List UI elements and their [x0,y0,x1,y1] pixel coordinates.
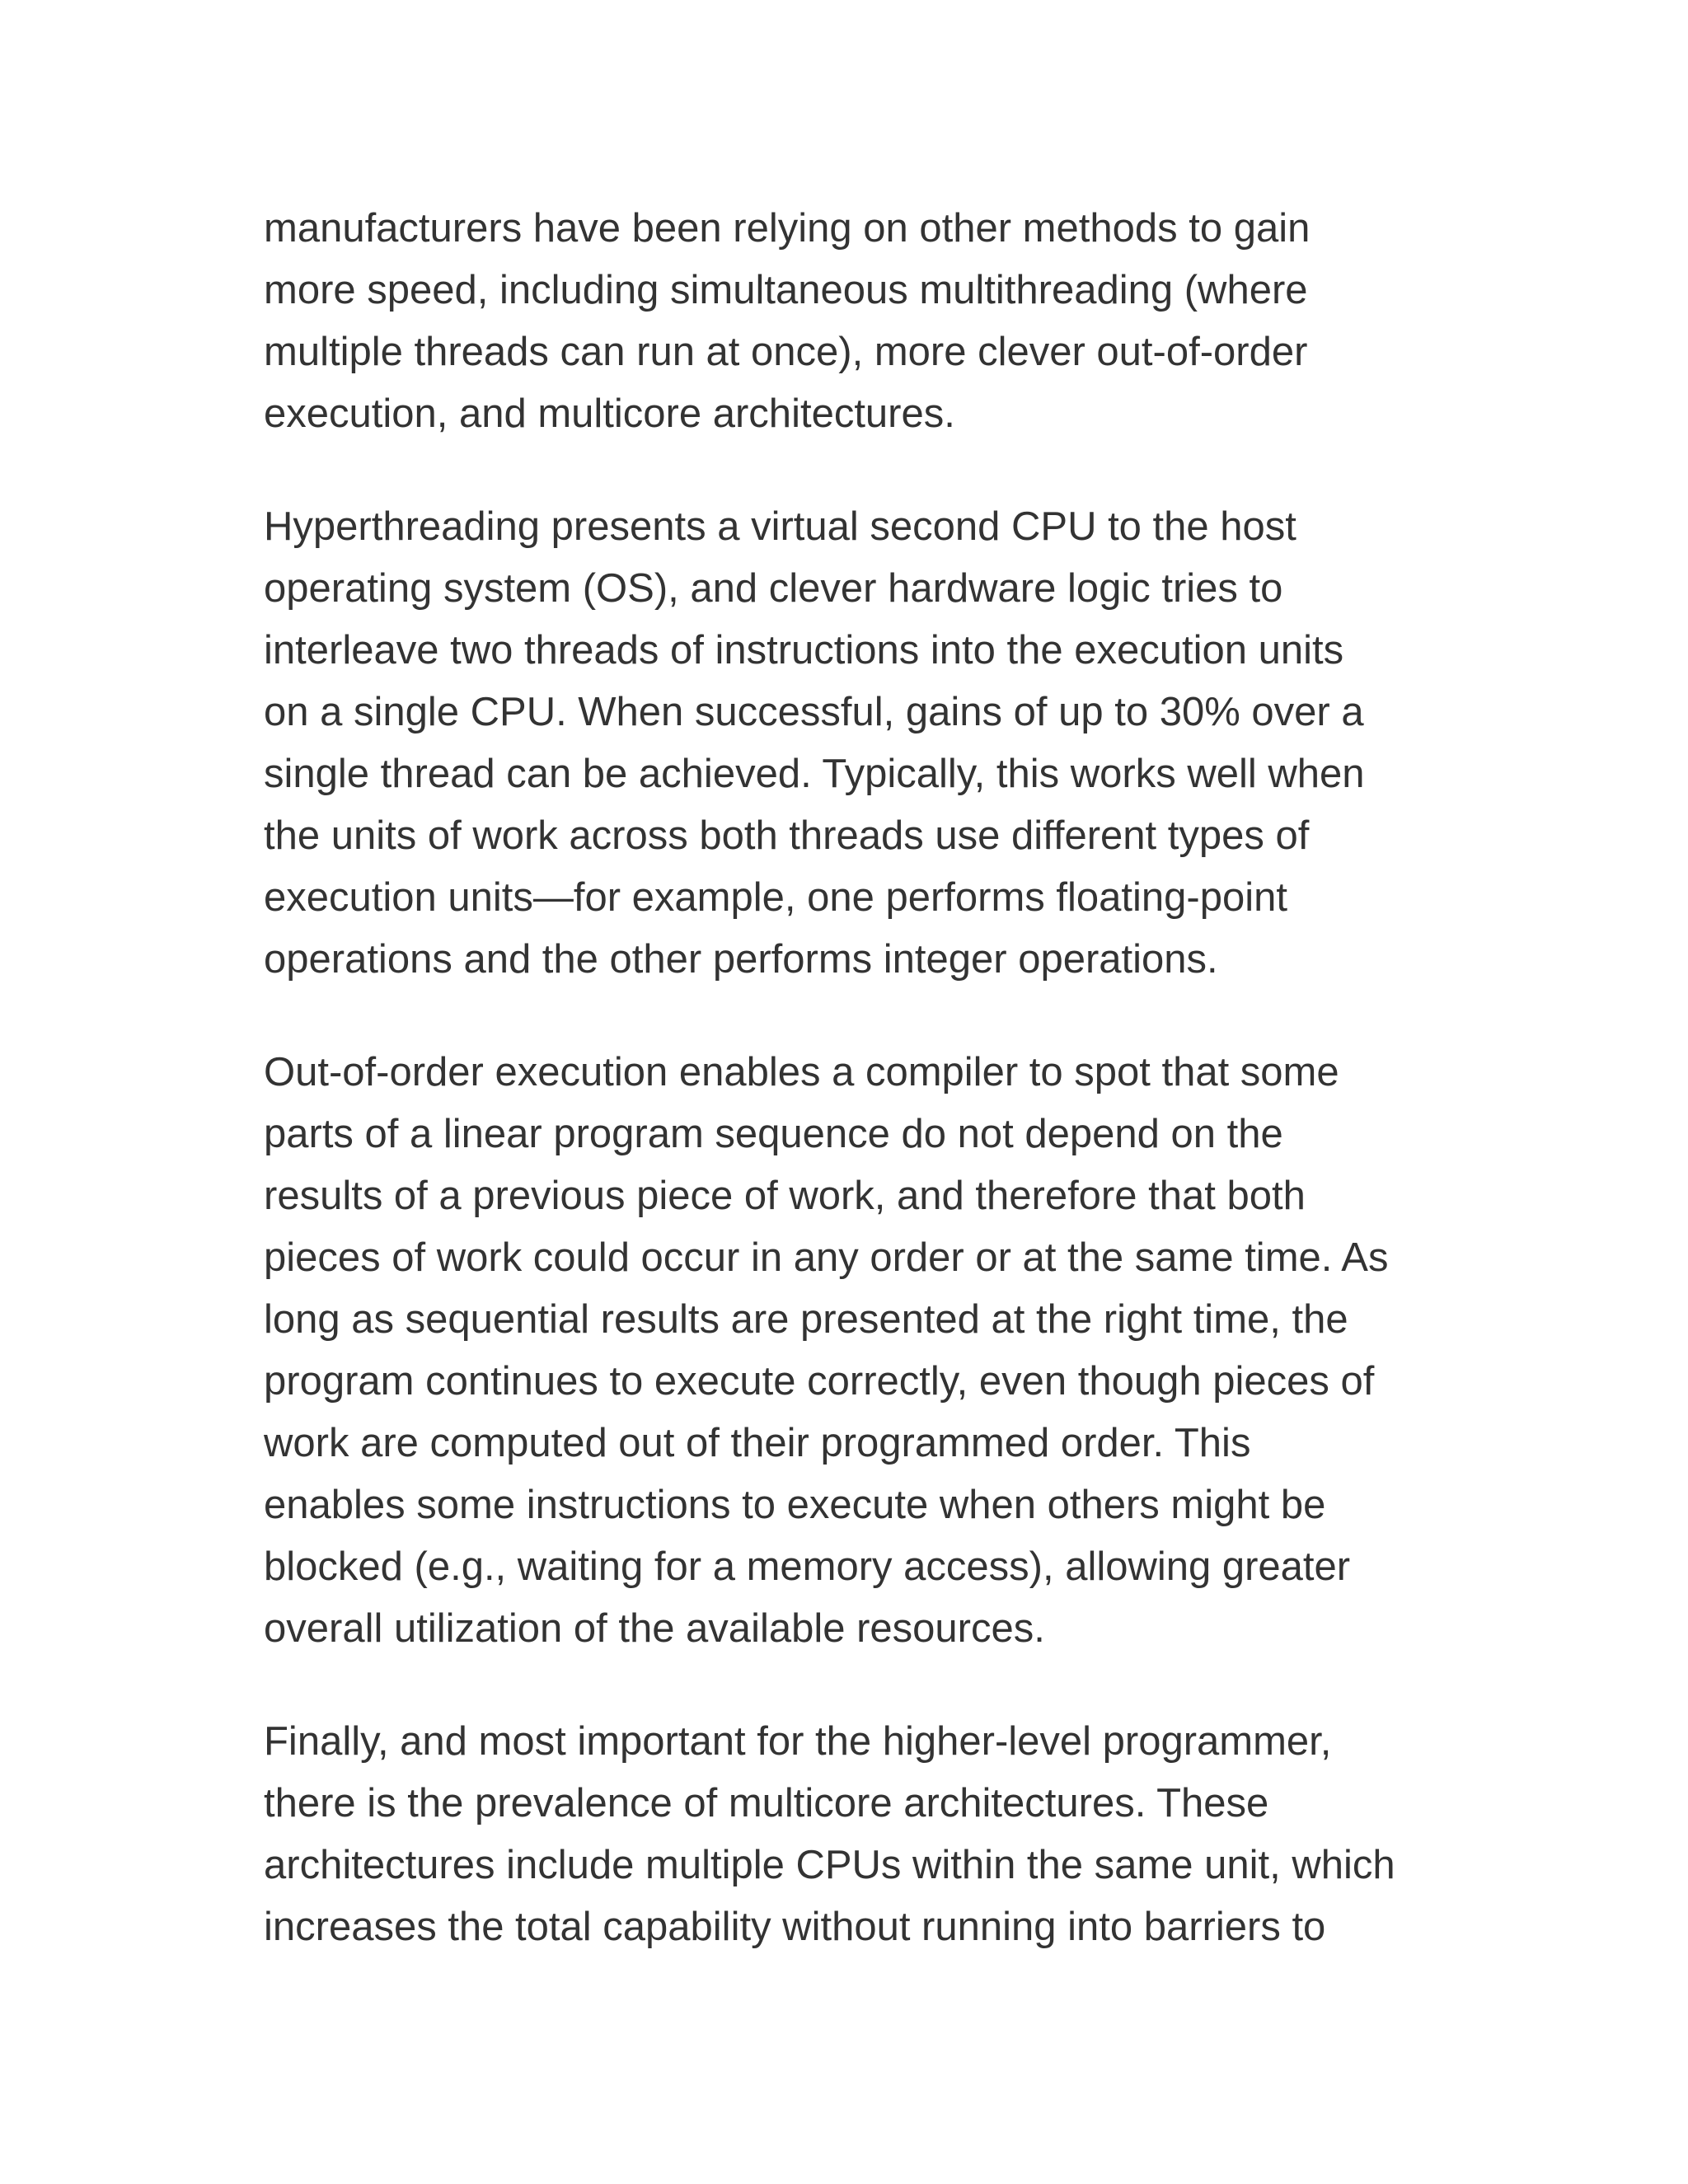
text-line: multiple threads can run at once), more clever out-of-order [264,330,1308,374]
text-line: operating system (OS), and clever hardware logic tries to [264,566,1283,611]
text-line: overall utilization of the available resources. [264,1606,1045,1651]
text-line: program continues to execute correctly, even though pieces of [264,1359,1375,1404]
text-line: Hyperthreading presents a virtual second CPU to the host [264,504,1296,549]
text-line: blocked (e.g., waiting for a memory access), allowing greater [264,1544,1351,1589]
text-line: results of a previous piece of work, and therefore that both [264,1174,1306,1218]
text-line: enables some instructions to execute when others might be [264,1483,1326,1527]
text-line: parts of a linear program sequence do not depend on the [264,1112,1283,1156]
text-line: architectures include multiple CPUs within the same unit, which [264,1843,1395,1887]
text-line: long as sequential results are presented at the right time, the [264,1297,1348,1342]
text-line: Out-of-order execution enables a compiler to spot that some [264,1050,1339,1094]
text-line: Finally, and most important for the higher-level programmer, [264,1719,1332,1764]
text-line: manufacturers have been relying on other methods to gain [264,206,1311,251]
paragraph-4 [264,1711,1434,1958]
text-line: more speed, including simultaneous multithreading (where [264,268,1308,312]
text-line: work are computed out of their programmed order. This [264,1421,1251,1465]
text-line: execution, and multicore architectures. [264,391,955,436]
paragraph-2 [264,496,1434,991]
text-line: interleave two threads of instructions into the execution units [264,628,1344,673]
text-line: the units of work across both threads use different types of [264,813,1310,858]
text-line: increases the total capability without running into barriers to [264,1905,1326,1949]
text-line: execution units—for example, one performs floating-point [264,875,1287,920]
text-line: pieces of work could occur in any order or at the same time. As [264,1235,1389,1280]
text-line: there is the prevalence of multicore architectures. These [264,1781,1269,1825]
paragraph-1 [264,198,1434,445]
text-line: operations and the other performs integer operations. [264,937,1218,982]
paragraph-3 [264,1042,1434,1660]
text-line: single thread can be achieved. Typically, this works well when [264,752,1365,796]
text-line: on a single CPU. When successful, gains of up to 30% over a [264,690,1364,734]
body-text [264,198,1434,1958]
